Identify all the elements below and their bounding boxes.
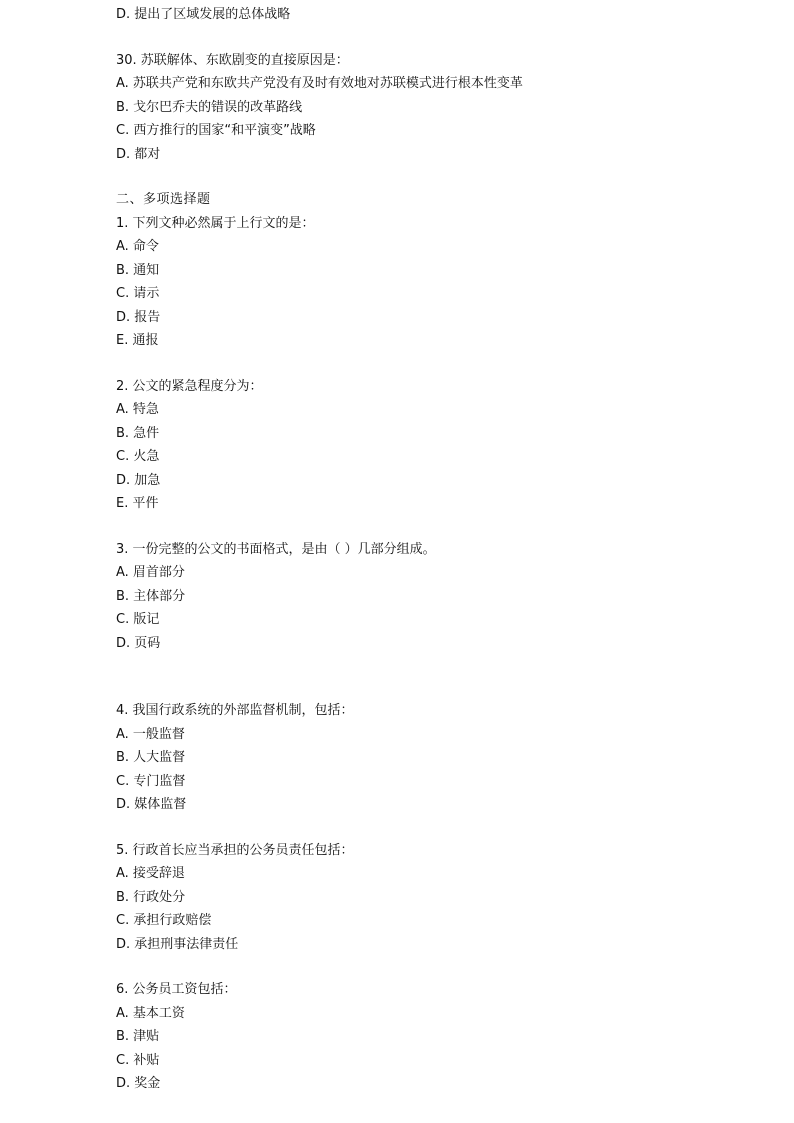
mc-question-4-option-a: A. 一般监督	[116, 726, 185, 742]
spacer	[116, 357, 766, 379]
mc-question-6-option-c: C. 补贴	[116, 1052, 160, 1068]
mc-question-1: 1. 下列文种必然属于上行文的是：	[116, 215, 315, 231]
mc-question-1-option-d: D. 报告	[116, 309, 161, 325]
mc-question-6-option-a: A. 基本工资	[116, 1005, 185, 1021]
mc-question-3-option-c: C. 版记	[116, 612, 160, 627]
mc-question-4-option-b: B. 人大监督	[116, 750, 186, 765]
mc-question-5-option-b: B. 行政处分	[116, 889, 186, 905]
mc-question-2-option-d: D. 加急	[116, 472, 161, 488]
mc-question-3-option-b: B. 主体部分	[116, 588, 186, 604]
spacer	[116, 960, 766, 982]
mc-question-2: 2. 公文的紧急程度分为：	[116, 378, 263, 394]
mc-question-3: 3. 一份完整的公文的书面格式，是由（ ）几部分组成。	[116, 541, 436, 557]
mc-question-6: 6. 公务员工资包括：	[116, 982, 237, 997]
mc-question-1-option-a: A. 命令	[116, 239, 159, 254]
section-title: 二、多项选择题	[116, 192, 211, 207]
mc-question-1-option-c: C. 请示	[116, 286, 160, 301]
question-30-option-b: B. 戈尔巴乔夫的错误的改革路线	[116, 99, 303, 115]
mc-question-5-option-a: A. 接受辞退	[116, 866, 185, 881]
question-30: 30. 苏联解体、东欧剧变的直接原因是：	[116, 52, 349, 68]
document-page	[116, 0, 766, 1100]
mc-question-5-option-c: C. 承担行政赔偿	[116, 913, 212, 928]
mc-question-4-option-d: D. 媒体监督	[116, 797, 187, 812]
spacer	[116, 821, 766, 843]
mc-question-2-option-c: C. 火急	[116, 449, 160, 464]
mc-question-4: 4. 我国行政系统的外部监督机制，包括：	[116, 703, 354, 718]
mc-question-4-option-c: C. 专门监督	[116, 773, 186, 789]
spacer	[116, 31, 766, 53]
mc-question-6-option-b: B. 津贴	[116, 1029, 160, 1044]
carryover-option-d: D. 提出了区域发展的总体战略	[116, 7, 291, 22]
mc-question-1-option-e: E. 通报	[116, 333, 159, 348]
mc-question-2-option-a: A. 特急	[116, 402, 159, 417]
spacer	[116, 520, 766, 542]
mc-question-2-option-e: E. 平件	[116, 496, 159, 511]
mc-question-5: 5. 行政首长应当承担的公务员责任包括：	[116, 842, 354, 858]
mc-question-1-option-b: B. 通知	[116, 262, 160, 278]
mc-question-6-option-d: D. 奖金	[116, 1076, 161, 1091]
question-30-option-d: D. 都对	[116, 146, 161, 162]
mc-question-2-option-b: B. 急件	[116, 425, 160, 441]
spacer	[116, 170, 766, 192]
question-30-option-c: C. 西方推行的国家“和平演变”战略	[116, 123, 316, 138]
question-30-option-a: A. 苏联共产党和东欧共产党没有及时有效地对苏联模式进行根本性变革	[116, 76, 523, 91]
mc-question-3-option-a: A. 眉首部分	[116, 565, 185, 580]
mc-question-5-option-d: D. 承担刑事法律责任	[116, 936, 239, 952]
mc-question-3-option-d: D. 页码	[116, 635, 161, 651]
spacer	[116, 659, 766, 703]
